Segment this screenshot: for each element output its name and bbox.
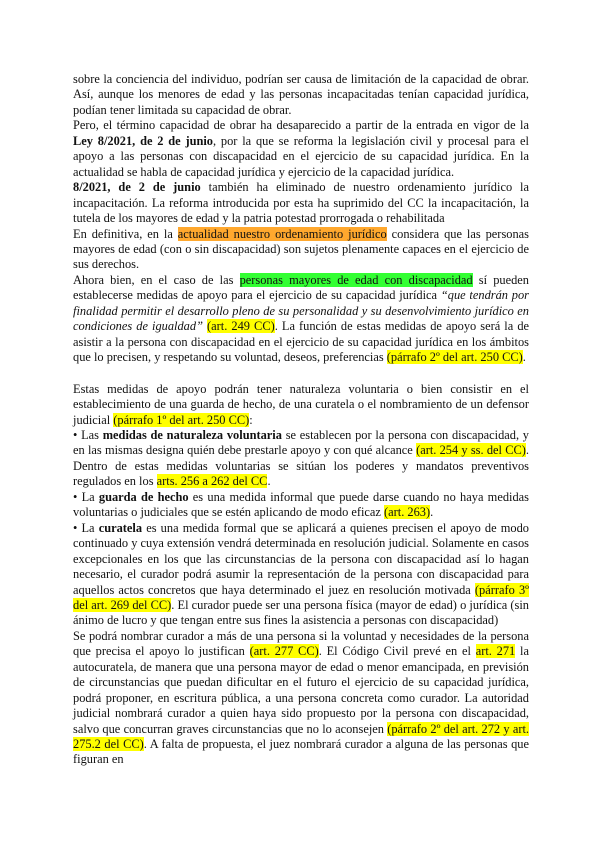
paragraph-incapacitacion: 8/2021, de 2 de junio también ha eliminado de nuestro ordenamiento jurídico la incapacitación. La reforma introducida por esta ha suprimido del CC la incapacitación, la tutela de los mayores de edad y la patria potestad prorrogada o rehabilitada	[73, 180, 529, 226]
highlight-orange: actualidad nuestro ordenamiento jurídico	[177, 226, 387, 241]
paragraph-medidas-apoyo: Ahora bien, en el caso de las personas mayores de edad con discapacidad sí pueden establecerse medidas de apoyo para el ejercicio de su capacidad jurídica “que tendrán por finalidad permitir el desarrollo pleno de su personalidad y su desenvolvimiento jurídico en condiciones de igualdad” (art. 249 CC). La función de estas medidas de apoyo será la de asistir a la persona con discapacidad en el ejercicio de su capacidad jurídica en los ámbitos que lo precisen, y respetando su voluntad, deseos, preferencias (párrafo 2º del art. 250 CC).	[73, 272, 530, 365]
bold-term: guarda de hecho	[98, 489, 189, 504]
bullet-curatela: • La curatela es una medida formal que se aplicará a quienes precisen el apoyo de modo continuado y cuya extensión vendrá determinada en resolución judicial. Solamente en casos excepcionales en los que las circunstancias de la persona con discapacidad así lo hagan necesario, el curador podrá asumir la representación de la persona con discapacidad para aquellos actos concretos que haya determinado el juez en resolución motivada (párrafo 3º del art. 269 del CC). El curador puede ser una persona física (mayor de edad) o jurídica (sin ánimo de lucro y que tengan entre sus fines la asistencia a personas con discapacidad)	[73, 520, 529, 628]
paragraph-gap	[73, 366, 529, 382]
highlight-yellow: arts. 256 a 262 del CC	[156, 474, 268, 489]
bullet-guarda-de-hecho: • La guarda de hecho es una medida informal que puede darse cuando no haya medidas voluntarias o judiciales que se estén aplicando de modo eficaz (art. 263).	[73, 489, 529, 520]
highlight-yellow: (art. 277 CC)	[249, 644, 319, 659]
highlight-yellow: (párrafo 3º del art. 269 del CC)	[73, 582, 529, 612]
paragraph-naturaleza-medidas: Estas medidas de apoyo podrán tener naturaleza voluntaria o bien consistir en el establecimiento de una guarda de hecho, de una curatela o el nombramiento de un defensor judicial (párrafo 1º del art. 250 CC):	[73, 381, 529, 427]
highlight-green: personas mayores de edad con discapacidad	[239, 272, 473, 287]
highlight-yellow: (párrafo 1º del art. 250 CC)	[113, 412, 250, 427]
highlight-yellow: (art. 249 CC)	[207, 319, 275, 334]
highlight-yellow: art. 271	[475, 644, 516, 659]
highlight-yellow: (art. 254 y ss. del CC)	[416, 443, 526, 458]
law-reference: Ley 8/2021, de 2 de junio	[73, 133, 214, 148]
highlight-yellow: (art. 263)	[384, 505, 431, 520]
highlight-yellow: (párrafo 2º del art. 250 CC)	[386, 350, 523, 365]
quoted-text: “que tendrán por finalidad permitir el desarrollo pleno de su personalidad y su desenvolvimiento jurídico en condiciones de igualdad”	[73, 288, 529, 334]
bold-term: medidas de naturaleza voluntaria	[102, 427, 282, 442]
paragraph-capacidad-obrar-intro: sobre la conciencia del individuo, podrían ser causa de limitación de la capacidad de obrar. Así, aunque los menores de edad y las personas incapacitadas tenían capacidad jurídica, podían tener limitada su capacidad de obrar.	[73, 72, 529, 117]
document-body	[73, 72, 529, 768]
bold-term: curatela	[98, 520, 143, 535]
law-reference: 8/2021, de 2 de junio	[73, 180, 201, 195]
paragraph-ley-8-2021: Pero, el término capacidad de obrar ha desaparecido a partir de la entrada en vigor de la Ley 8/2021, de 2 de junio, por la que se reforma la legislación civil y procesal para el apoyo a las personas con discapacidad en el ejercicio de su capacidad jurídica. En la actualidad se habla de capacidad jurídica y ejercicio de la capacidad jurídica.	[73, 118, 529, 179]
paragraph-en-definitiva: En definitiva, en la actualidad nuestro ordenamiento jurídico considera que las personas mayores de edad (con o sin discapacidad) son sujetos plenamente capaces en el ejercicio de sus derechos.	[73, 226, 529, 272]
paragraph-nombramiento-curador: Se podrá nombrar curador a más de una persona si la voluntad y necesidades de la persona que precisa el apoyo lo justifican (art. 277 CC). El Código Civil prevé en el art. 271 la autocuratela, de manera que una persona mayor de edad o menor emancipada, en previsión de circunstancias que puedan dificultar en el futuro el ejercicio de su capacidad jurídica, podrá proponer, en escritura pública, a una persona concreta como curador. La autoridad judicial nombrará curador a quien haya sido propuesto por la persona con discapacidad, salvo que concurran graves circunstancias que no lo aconsejen (párrafo 2º del art. 272 y art. 275.2 del CC). A falta de propuesta, el juez nombrará curador a alguna de las personas que figuran en	[73, 628, 529, 767]
bullet-medidas-voluntarias: • Las medidas de naturaleza voluntaria se establecen por la persona con discapacidad, y en las mismas designa quién debe prestarle apoyo y con qué alcance (art. 254 y ss. del CC). Dentro de estas medidas voluntarias se sitúan los poderes y mandatos preventivos regulados en los arts. 256 a 262 del CC.	[73, 427, 530, 489]
highlight-yellow: (párrafo 2º del art. 272 y art. 275.2 del CC)	[73, 721, 529, 752]
